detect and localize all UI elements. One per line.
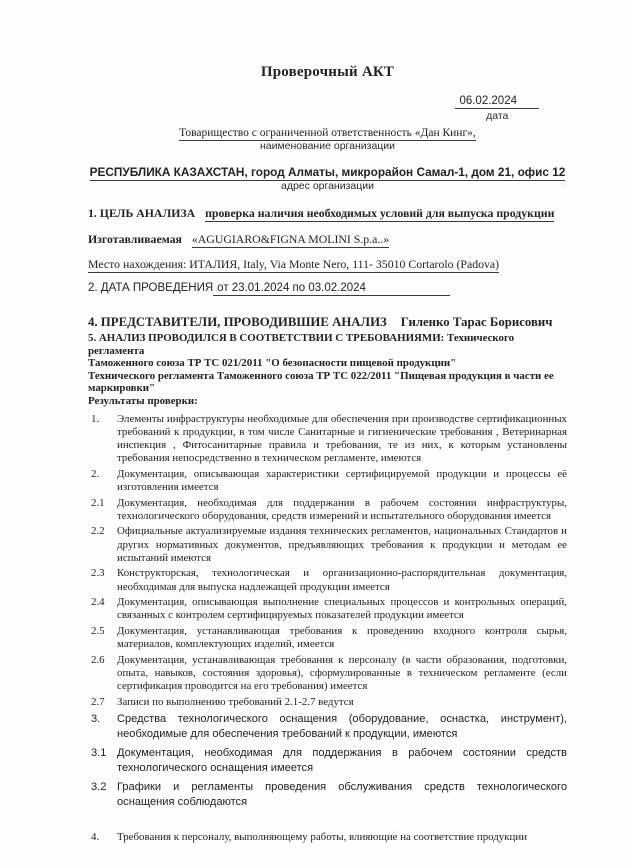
- checklist: [88, 413, 567, 845]
- organization-name-line: [88, 127, 567, 139]
- checklist-item-text: Документация, необходимая для поддержания в рабочем состоянии инфраструктуры, технологического оборудования, средств измерений и испытательного оборудования имеется: [117, 496, 567, 522]
- checklist-item-number: 3.1: [91, 746, 107, 759]
- organization-address-line: [88, 165, 567, 179]
- checklist-item-number: 4.: [91, 831, 100, 844]
- checklist-item-number: 2.7: [91, 695, 105, 708]
- scan-artifact: [148, 752, 158, 758]
- requirements-line-3: Технического регламента Таможенного союза ТР ТС 022/2011 "Пищевая продукция в части ее маркировки": [88, 369, 554, 395]
- checklist-item: [88, 746, 567, 777]
- checklist-item-text: Графики и регламенты проведения обслуживания средств технологического оснащения соблюдаются: [117, 780, 567, 808]
- checklist-item-number: 2.2: [91, 525, 105, 538]
- checklist-item-text: Документация, необходимая для поддержания в рабочем состоянии средств технологического оснащения имеется: [117, 746, 567, 775]
- checklist-item-number: 1.: [91, 412, 100, 425]
- date-caption: дата: [486, 110, 509, 122]
- analysis-period-line: [88, 282, 567, 294]
- checklist-item-text: Документация, описывающая характеристики сертифицируемой продукции и процессы её изготовления имеется: [117, 467, 567, 493]
- checklist-item: [88, 625, 567, 651]
- analysis-period-label: 2. ДАТА ПРОВЕДЕНИЯ: [88, 282, 214, 294]
- checklist-item-number: 2.5: [91, 624, 105, 637]
- location-value: Место нахождения: ИТАЛИЯ, Italy, Via Monte Nero, 111- 35010 Cortarolo (Padova): [88, 257, 500, 271]
- location-line: [88, 257, 567, 272]
- checklist-item-text: Официальные актуализируемые издания технических регламентов, национальных Стандартов и других нормативных документов, предъявляющих требования к продукции и методам ее испытаний имеются: [117, 525, 567, 564]
- checklist-item-number: 3.: [91, 712, 101, 725]
- representatives-value: Гиленко Тарас Борисович: [400, 315, 553, 329]
- manufacturer-value: «AGUGIARO&FIGNA MOLINI S.p.a..»: [191, 232, 390, 246]
- organization-name: Товарищество с ограниченной ответственность «Дан Кинг»,: [179, 127, 476, 139]
- checklist-item-text: Документация, устанавливающая требования к проведению входного контроля сырья, материалов, комплектующих изделий, имеется: [117, 624, 567, 651]
- checklist-item-number: 2.6: [91, 653, 105, 666]
- scan-artifact: [560, 182, 567, 187]
- results-heading: Результаты проверки:: [88, 394, 198, 407]
- date-block: [455, 91, 539, 122]
- checklist-item-number: 2.3: [91, 567, 105, 580]
- checklist-item: [88, 696, 567, 709]
- organization-address: РЕСПУБЛИКА КАЗАХСТАН, город Алматы, микрорайон Самал-1, дом 21, офис 12: [89, 165, 566, 179]
- checklist-item: [88, 780, 567, 811]
- requirements-line-1: 5. АНАЛИЗ ПРОВОДИЛСЯ В СООТВЕТСТВИИ С ТРЕБОВАНИЯМИ: Технического регламента: [88, 332, 515, 357]
- checklist-item-text: Средства технологического оснащения (оборудование, оснастка, инструмент), необходимые для обеспечения требований к продукции, имеются: [117, 712, 567, 741]
- manufacturer-line: [88, 232, 567, 247]
- checklist-item-text: Документация, устанавливающая требования к персоналу (в части образования, подготовки, опыта, навыков, состояния здоровья), сформулированные в техническом регламенте (если сертификация проводится на его требования) имеется: [117, 653, 567, 693]
- checklist-item: [88, 413, 567, 466]
- analysis-goal-label: 1. ЦЕЛЬ АНАЛИЗА: [88, 206, 196, 220]
- checklist-item: [88, 525, 567, 565]
- checklist-item-text: Элементы инфраструктуры необходимые для обеспечения при производстве сертификационных требований к продукции, в том числе Санитарные и гигиенические требования , Ветеринарная инспекция , Фитосанитарные правила и требования, те из них, к которым установлены требования непосредственно в техническом регламенте, имеются: [117, 412, 567, 465]
- checklist-item-text: Требования к персоналу, выполняющему работы, влияющие на соответствие продукции: [117, 831, 528, 844]
- checklist-item: [88, 596, 567, 622]
- checklist-item-number: 2.4: [91, 596, 105, 609]
- analysis-goal-line: [88, 206, 567, 221]
- checklist-item: [88, 468, 567, 494]
- representatives-line: [88, 315, 567, 330]
- scan-artifact: [390, 832, 398, 837]
- checklist-item: [88, 497, 567, 523]
- checklist-item: [88, 654, 567, 694]
- analysis-goal-value: проверка наличия необходимых условий для выпуска продукции: [205, 206, 555, 220]
- checklist-item-number: 2.: [91, 467, 100, 480]
- checklist-item-number: 3.2: [91, 780, 107, 793]
- analysis-period-value: от 23.01.2024 по 03.02.2024: [213, 282, 450, 296]
- checklist-item: [88, 831, 567, 844]
- manufacturer-label: Изготавливаемая: [88, 232, 182, 246]
- organization-address-caption: адрес организации: [281, 180, 374, 192]
- checklist-item-text: Документация, описывающая выполнение специальных процессов и контрольных операций, связанных с контролем сертифицируемых показателей продукции имеется: [117, 596, 567, 622]
- checklist-item-number: 2.1: [91, 496, 105, 509]
- checklist-item: [88, 567, 567, 593]
- organization-name-caption: наименование организации: [259, 140, 396, 152]
- representatives-label: 4. ПРЕДСТАВИТЕЛИ, ПРОВОДИВШИЕ АНАЛИЗ: [88, 315, 387, 329]
- requirements-line-2: Таможенного союза ТР ТС 021/2011 "О безопасности пищевой продукции": [88, 357, 457, 370]
- date-value: 06.02.2024: [455, 95, 539, 109]
- document-title: Проверочный АКТ: [260, 64, 395, 80]
- checklist-item-text: Конструкторская, технологическая и организационно-распорядительная документация, необходимая для выпуска надлежащей продукции имеется: [117, 567, 567, 593]
- checklist-item-text: Записи по выполнению требований 2.1-2.7 ведутся: [117, 695, 354, 708]
- requirements-block: [88, 332, 567, 408]
- checklist-item: [88, 712, 567, 743]
